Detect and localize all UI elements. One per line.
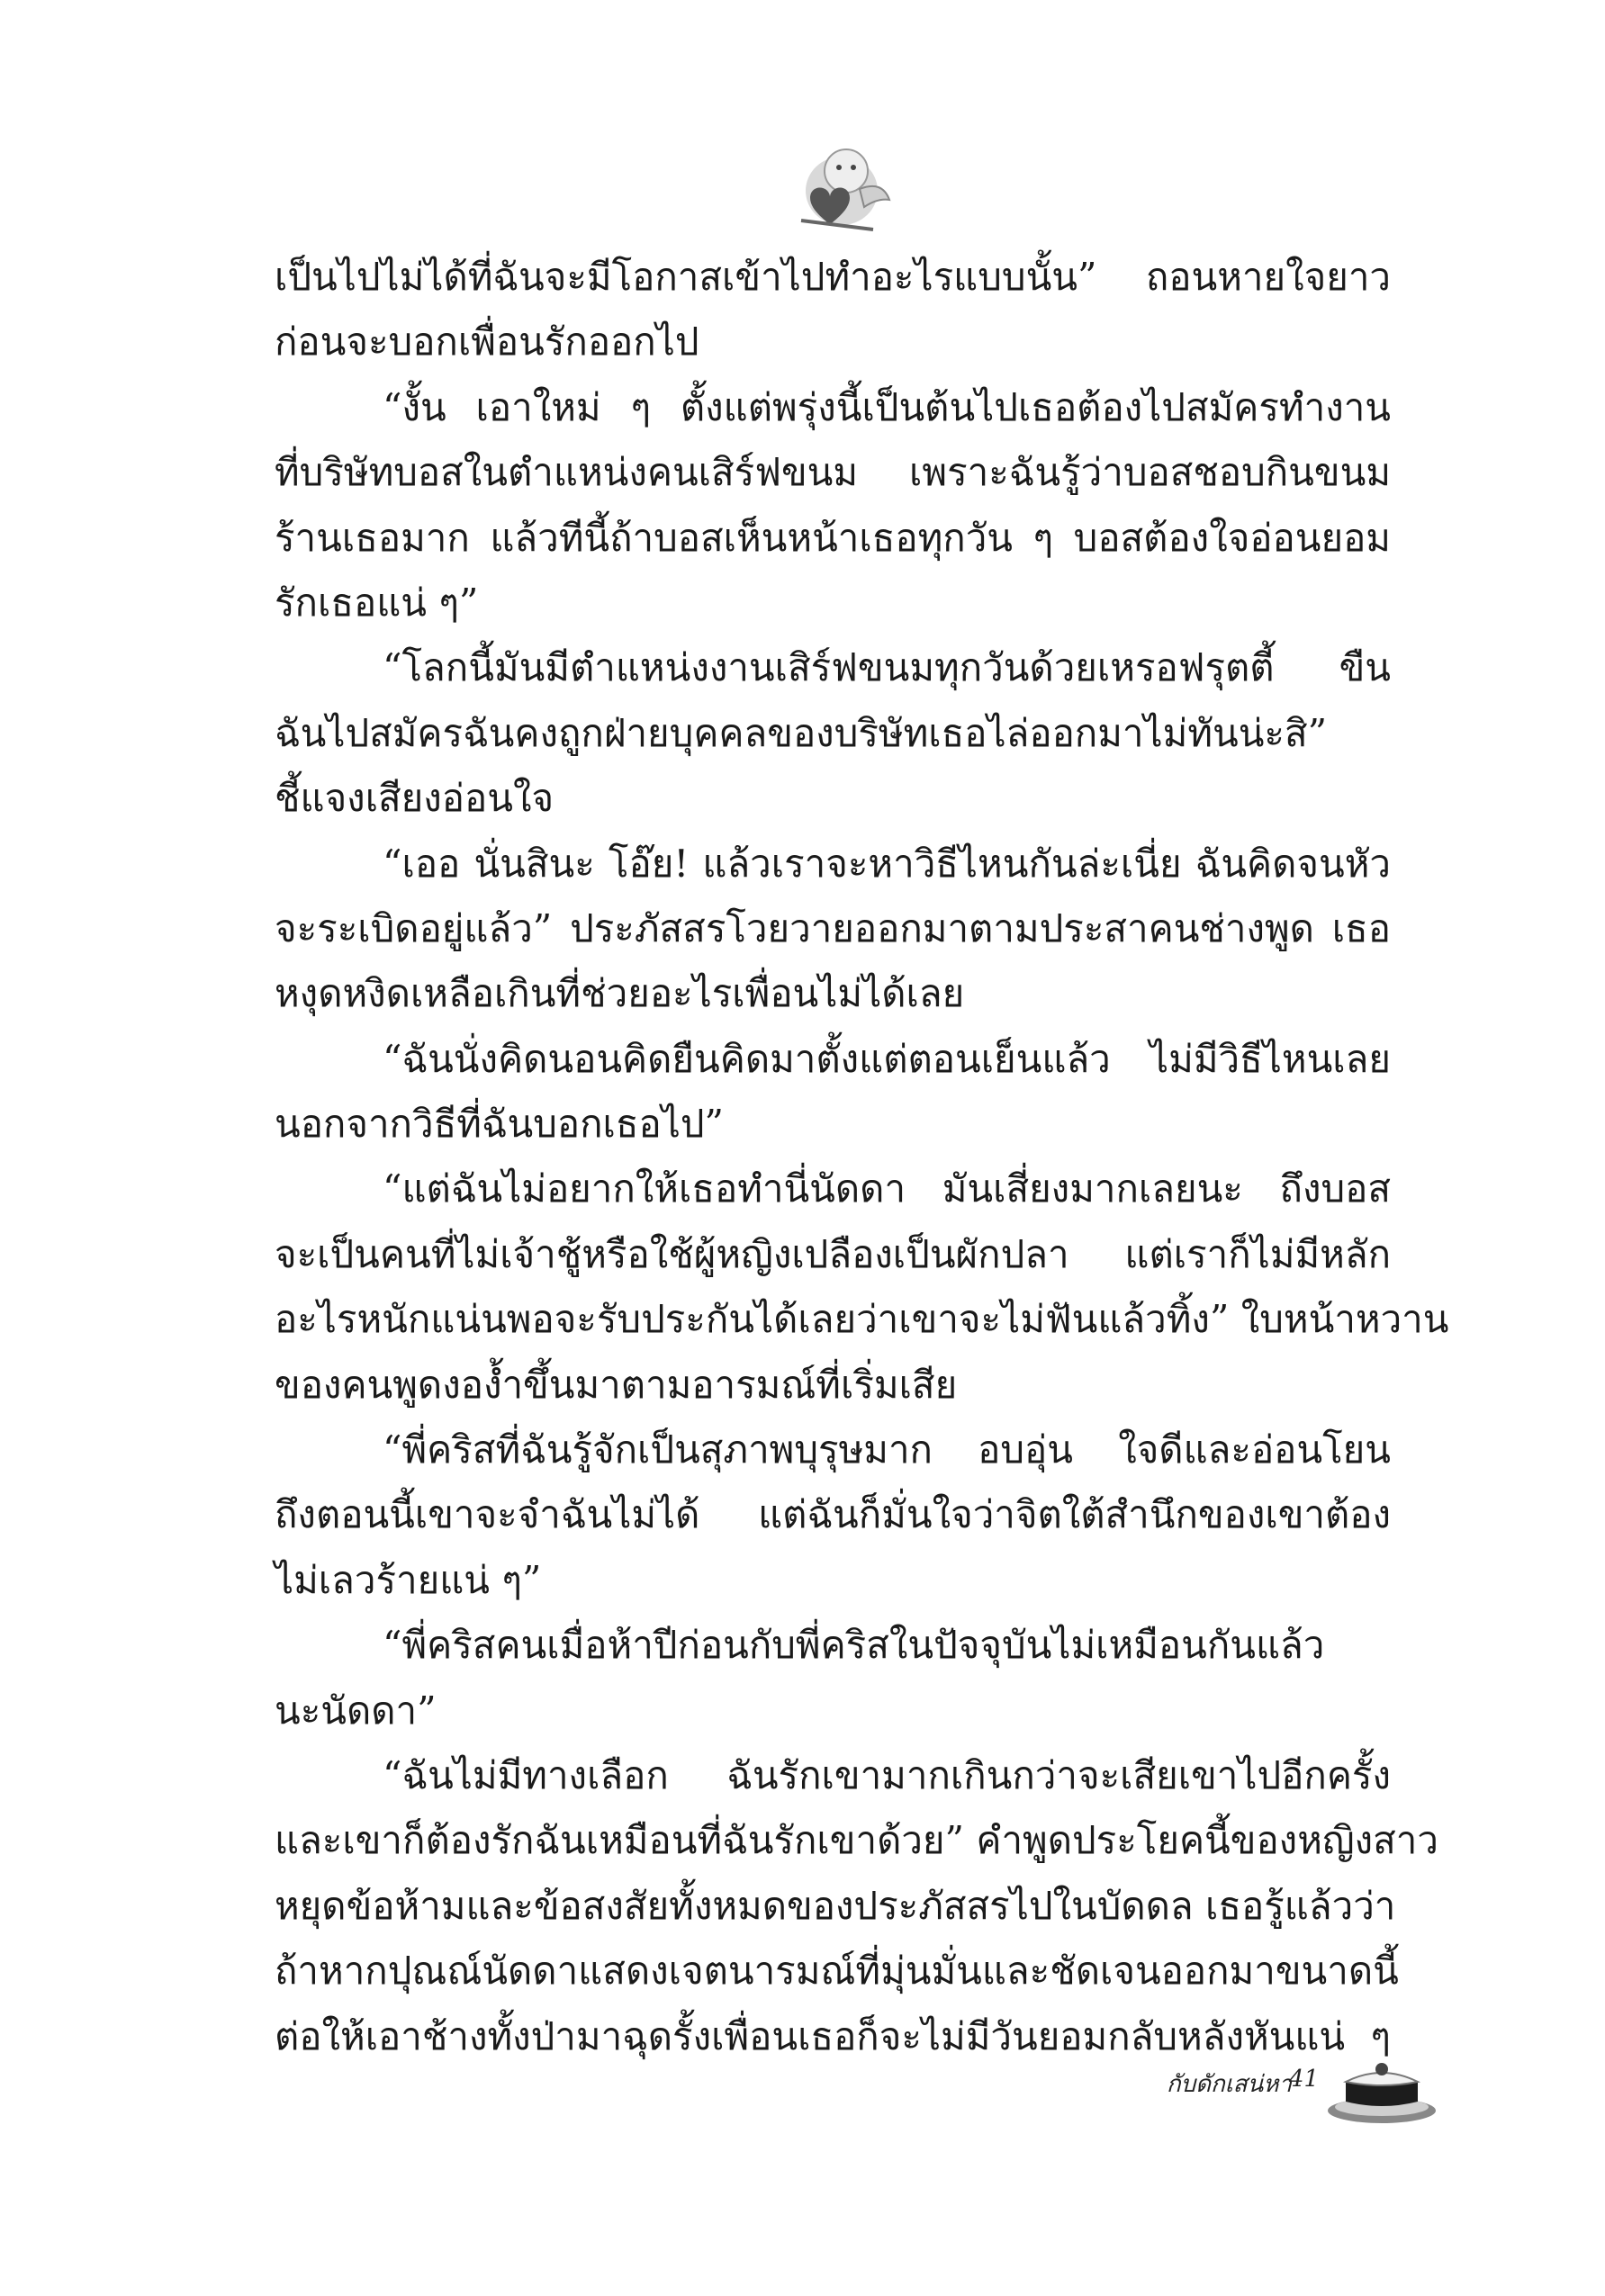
text-line: “ฉันไม่มีทางเลือก ฉันรักเขามากเกินกว่าจะเสียเขาไปอีกครั้ง [383,1752,1391,1797]
text-line: ถ้าหากปุณณ์นัดดาแสดงเจตนารมณ์ที่มุ่นมั่นและชัดเจนออกมาขนาดนี้ [275,1949,1399,1994]
text-line: ไม่เลวร้ายแน่ ๆ” [275,1557,542,1602]
text-line: นะนัดดา” [275,1688,437,1733]
text-line: จะเป็นคนที่ไม่เจ้าชู้หรือใช้ผู้หญิงเปลืองเป็นผักปลา แต่เราก็ไม่มีหลัก [275,1231,1391,1276]
book-title: กับดักเสน่หา [1166,2071,1292,2098]
text-line: ก่อนจะบอกเพื่อนรักออกไป [275,320,699,365]
text-line: “พี่คริสที่ฉันรู้จักเป็นสุภาพบุรุษมาก อบอุ่น ใจดีและอ่อนโยน [383,1427,1391,1472]
text-line: “พี่คริสคนเมื่อห้าปีก่อนกับพี่คริสในปัจจุบันไม่เหมือนกันแล้ว [383,1623,1325,1668]
text-line: ร้านเธอมาก แล้วทีนี้ถ้าบอสเห็นหน้าเธอทุกวัน ๆ บอสต้องใจอ่อนยอม [275,515,1391,560]
text-line: หงุดหงิดเหลือเกินที่ช่วยอะไรเพื่อนไม่ได้เลย [275,971,965,1016]
cupid-ornament-icon [774,135,909,243]
text-line: ชี้แจงเสียงอ่อนใจ [275,776,555,821]
text-line: “งั้น เอาใหม่ ๆ ตั้งแต่พรุ่งนี้เป็นต้นไปเธอต้องไปสมัครทำงาน [383,384,1391,429]
text-line: “แต่ฉันไม่อยากให้เธอทำนี่นัดดา มันเสี่ยงมากเลยนะ ถึงบอส [383,1166,1391,1211]
text-line: ฉันไปสมัครฉันคงถูกฝ่ายบุคคลของบริษัทเธอไล่ออกมาไม่ทันน่ะสิ” [275,710,1328,755]
story-text [275,245,1449,2069]
page-footer [1166,2048,1440,2129]
text-line: อะไรหนักแน่นพอจะรับประกันได้เลยว่าเขาจะไม่ฟันแล้วทิ้ง” ใบหน้าหวาน [275,1297,1449,1342]
text-line: “โลกนี้มันมีตำแหน่งงานเสิร์ฟขนมทุกวันด้วยเหรอฟรุตตี้ ขืน [383,645,1391,690]
text-line: “เออ นั่นสินะ โอ๊ย! แล้วเราจะหาวิธีไหนกันล่ะเนี่ย ฉันคิดจนหัว [383,841,1391,886]
text-line: นอกจากวิธีที่ฉันบอกเธอไป” [275,1102,724,1147]
text-line: และเขาก็ต้องรักฉันเหมือนที่ฉันรักเขาด้วย” คำพูดประโยคนี้ของหญิงสาว [275,1818,1438,1863]
text-line: ที่บริษัทบอสในตำแหน่งคนเสิร์ฟขนม เพราะฉันรู้ว่าบอสชอบกินขนม [275,450,1391,495]
text-line: เป็นไปไม่ได้ที่ฉันจะมีโอกาสเข้าไปทำอะไรแบบนั้น” ถอนหายใจยาว [275,255,1391,299]
page-number: 41 [1288,2066,1319,2093]
text-line: หยุดข้อห้ามและข้อสงสัยทั้งหมดของประภัสสรไปในบัดดล เธอรู้แล้วว่า [275,1883,1396,1928]
text-line: ของคนพูดงอง้ำขึ้นมาตามอารมณ์ที่เริ่มเสีย [275,1362,958,1407]
cake-plate-icon [1323,2048,1440,2129]
text-line: “ฉันนั่งคิดนอนคิดยืนคิดมาตั้งแต่ตอนเย็นแล้ว ไม่มีวิธีไหนเลย [383,1036,1391,1081]
text-line: รักเธอแน่ ๆ” [275,580,479,625]
text-line: ถึงตอนนี้เขาจะจำฉันไม่ได้ แต่ฉันก็มั่นใจว่าจิตใต้สำนึกของเขาต้อง [275,1492,1391,1537]
text-line: จะระเบิดอยู่แล้ว” ประภัสสรโวยวายออกมาตามประสาคนช่างพูด เธอ [275,905,1391,950]
text-line: ต่อให้เอาช้างทั้งป่ามาฉุดรั้งเพื่อนเธอก็จะไม่มีวันยอมกลับหลังหันแน่ ๆ [275,2013,1391,2058]
